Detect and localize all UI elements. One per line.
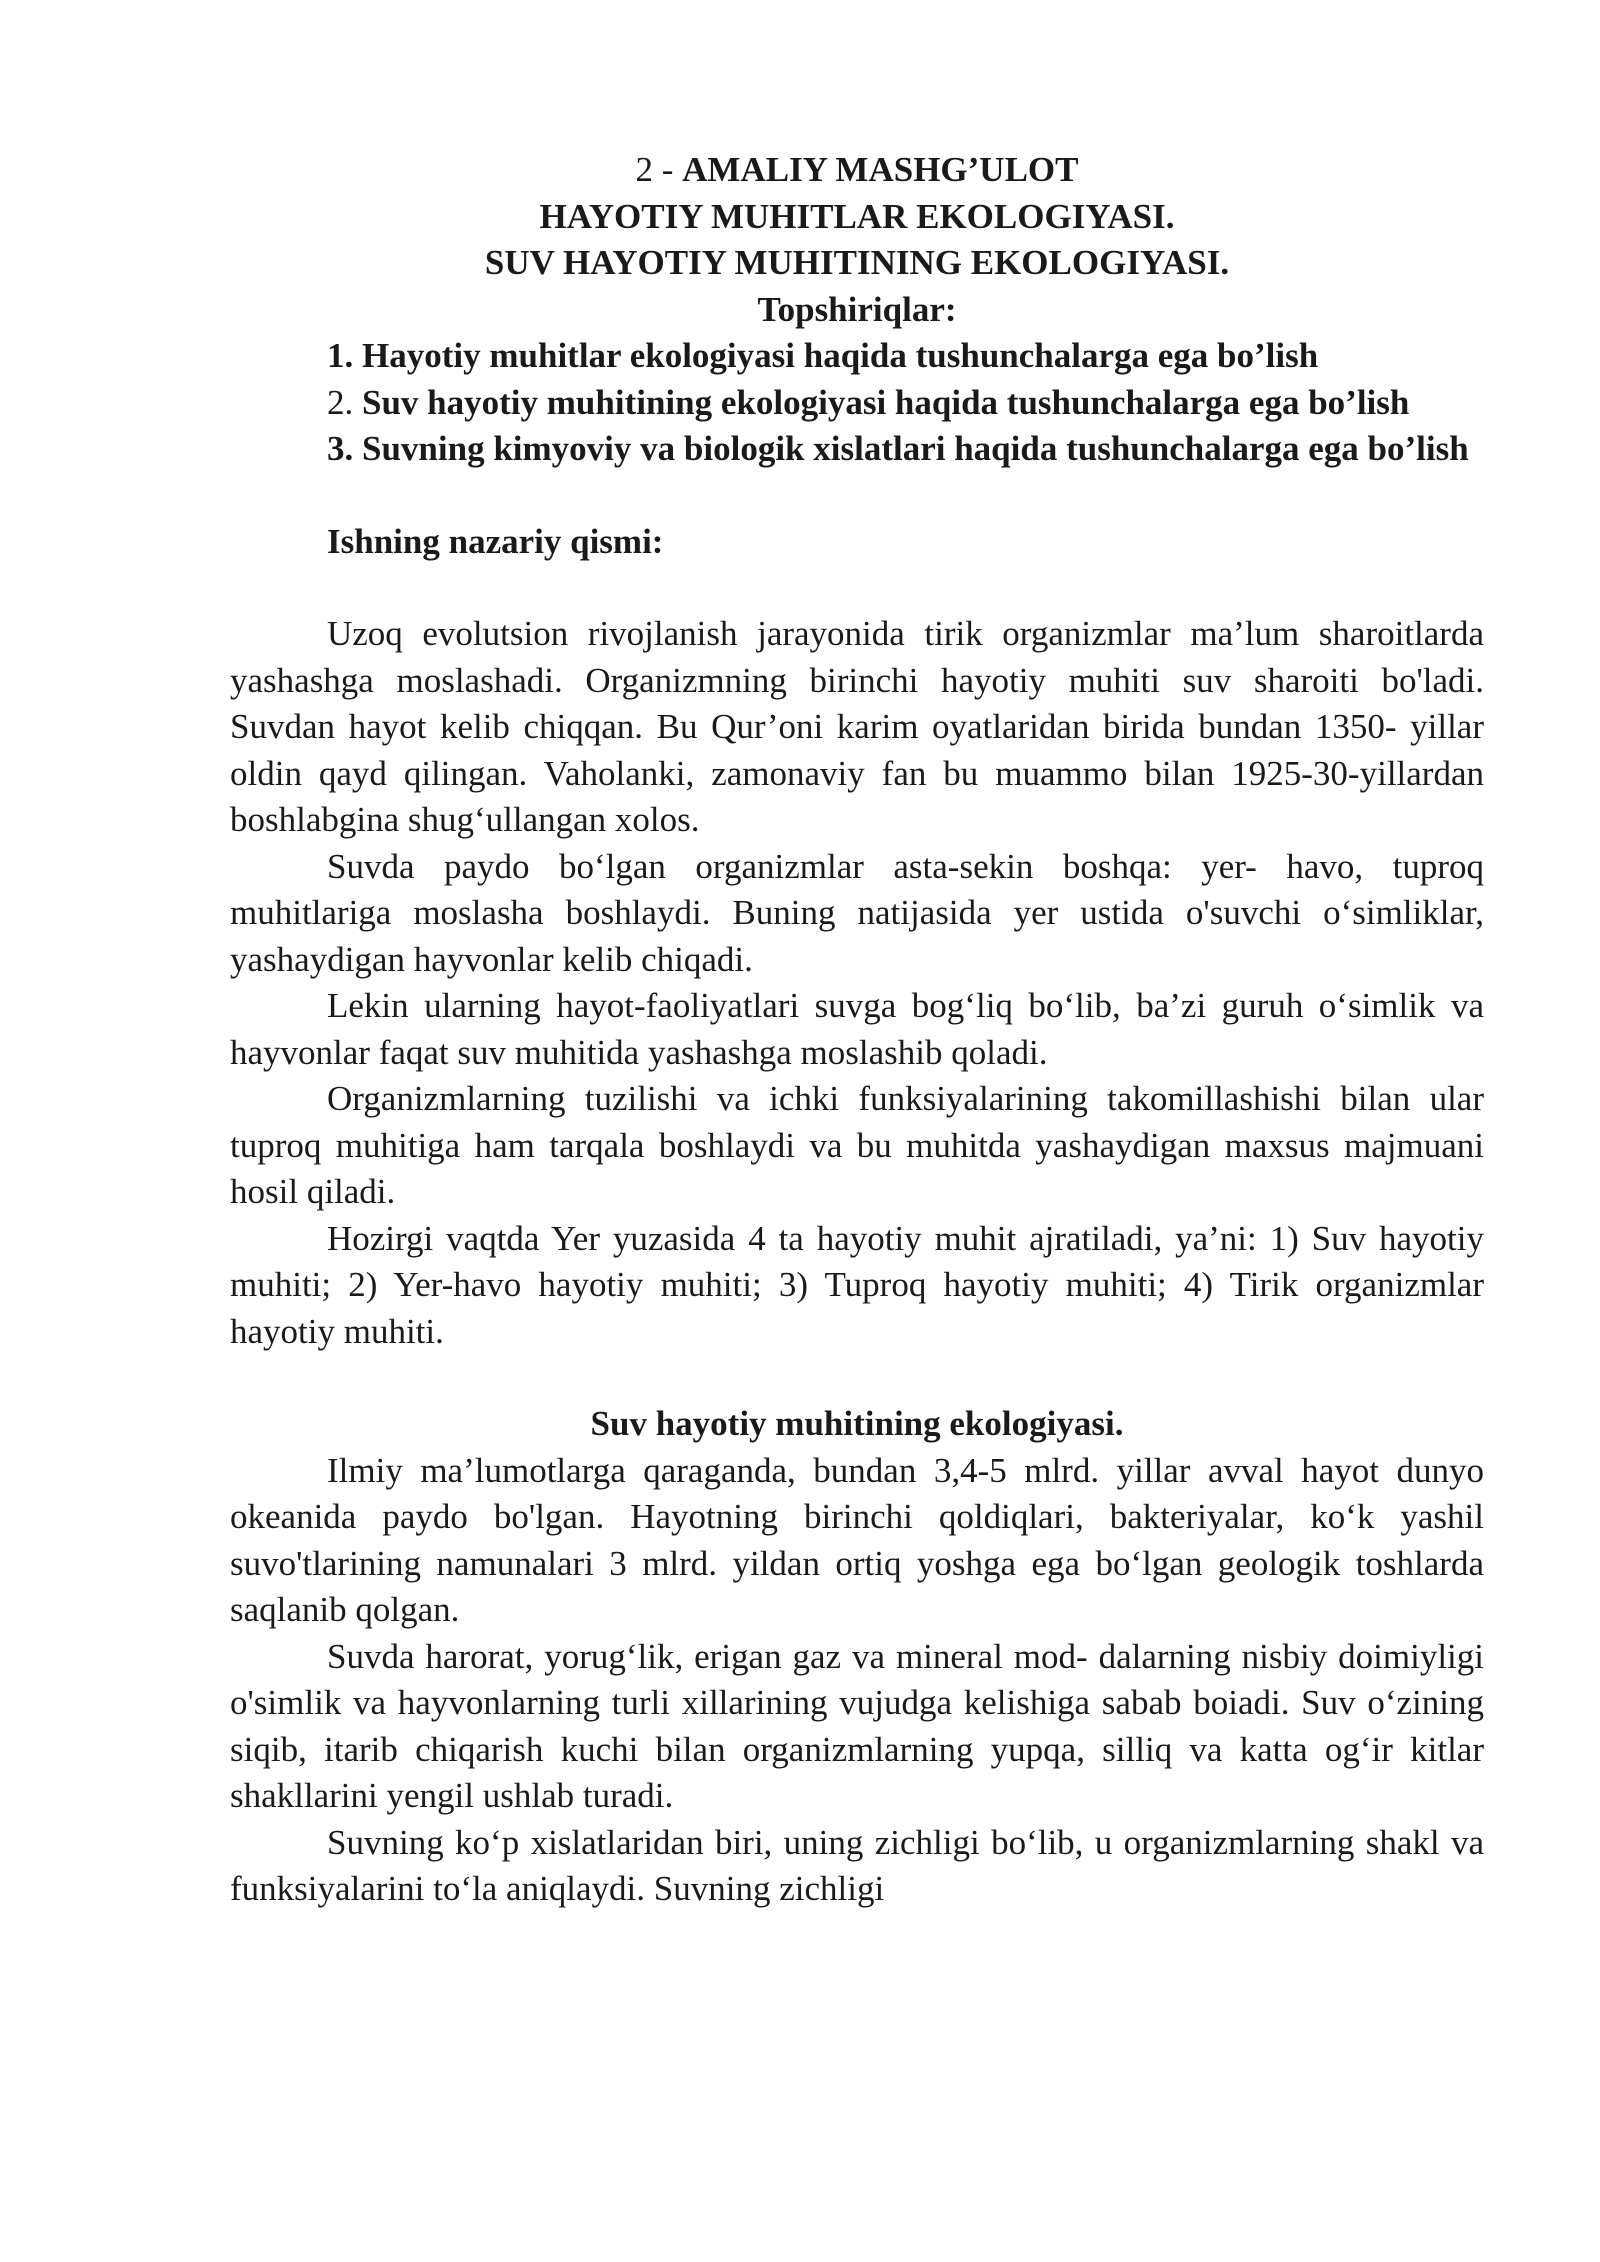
task-item-1 — [230, 333, 1484, 380]
theory-section-title: Ishning nazariy qismi: — [327, 521, 664, 561]
task-number: 2. — [327, 382, 362, 422]
document-body — [230, 147, 1484, 1913]
task-text: Suvning kimyoviy va biologik xislatlari haqida tushunchalarga ega bo’lish — [362, 429, 1469, 468]
water-paragraph: Ilmiy ma’lumotlarga qaraganda, bundan 3,4-5 mlrd. yillar avval hayot dunyo okeanida paydo bo'lgan. Hayotning birinchi qoldiqlari, bakteriyalar, ko‘k yashil suvo'tlarining namunalari 3 mlrd. yildan ortiq yoshga ega bo‘lgan geologik toshlarda saqlanib qolgan. — [230, 1450, 1484, 1629]
task-item-3 — [230, 426, 1484, 473]
theory-paragraph: Suvda paydo bo‘lgan organizmlar asta-sekin boshqa: yer- havo, tuproq muhitlariga moslasha boshlaydi. Buning natijasida yer ustida o'suvchi o‘simliklar, yashaydigan hayvonlar kelib chiqadi. — [230, 846, 1484, 979]
heading-title: AMALIY MASHG’ULOT — [682, 150, 1079, 189]
water-paragraph: Suvda harorat, yorug‘lik, erigan gaz va mineral mod- dalarning nisbiy doimiyligi o'simlik va hayvonlarning turli xillarining vujudga kelishiga sabab boiadi. Suv o‘zining siqib, itarib chiqarish kuchi bilan organizmlarning yupqa, silliq va katta og‘ir kitlar shakllarini yengil ushlab turadi. — [230, 1636, 1484, 1815]
theory-paragraph: Hozirgi vaqtda Yer yuzasida 4 ta hayotiy muhit ajratiladi, ya’ni: 1) Suv hayotiy muhiti; 2) Yer-havo hayotiy muhiti; 3) Tuproq hayotiy muhiti; 4) Tirik organizmlar hayotiy muhiti. — [230, 1218, 1484, 1351]
theory-paragraph: Lekin ularning hayot-faoliyatlari suvga bog‘liq bo‘lib, ba’zi guruh o‘simlik va hayvonlar faqat suv muhitida yashashga moslashib qoladi. — [230, 986, 1484, 1072]
heading-line-1 — [230, 147, 1484, 194]
task-number: 3. — [327, 429, 362, 468]
theory-paragraph: Uzoq evolutsion rivojlanish jarayonida tirik organizmlar ma’lum sharoitlarda yashashga moslashadi. Organizmning birinchi hayotiy muhiti suv sharoiti bo'ladi. Suvdan hayot kelib chiqqan. Bu Qur’oni karim oyatlaridan birida bundan 1350- yillar oldin qayd qilingan. Vaholanki, zamonaviy fan bu muammo bilan 1925-30-yillardan boshlabgina shug‘ullangan xolos. — [230, 614, 1484, 839]
task-text: Suv hayotiy muhitining ekologiyasi haqida tushunchalarga ega bo’lish — [362, 382, 1410, 422]
task-item-2 — [230, 380, 1484, 427]
heading-line-3: SUV HAYOTIY MUHITINING EKOLOGIYASI. — [484, 243, 1230, 282]
theory-paragraph: Organizmlarning tuzilishi va ichki funksiyalarining takomillashishi bilan ular tuproq muhitiga ham tarqala boshlaydi va bu muhitda yashaydigan maxsus majmuani hosil qiladi. — [230, 1079, 1484, 1211]
heading-line-2: HAYOTIY MUHITLAR EKOLOGIYASI. — [539, 196, 1175, 236]
task-number: 1. — [327, 336, 362, 375]
tasks-heading: Topshiriqlar: — [757, 289, 957, 329]
task-text: Hayotiy muhitlar ekologiyasi haqida tushunchalarga ega bo’lish — [362, 336, 1319, 375]
heading-number: 2 - — [635, 150, 683, 189]
water-section-title: Suv hayotiy muhitining ekologiyasi. — [590, 1404, 1124, 1443]
water-paragraph: Suvning ko‘p xislatlaridan biri, uning zichligi bo‘lib, u organizmlarning shakl va funksiyalarini to‘la aniqlaydi. Suvning zichligi — [230, 1822, 1484, 1908]
